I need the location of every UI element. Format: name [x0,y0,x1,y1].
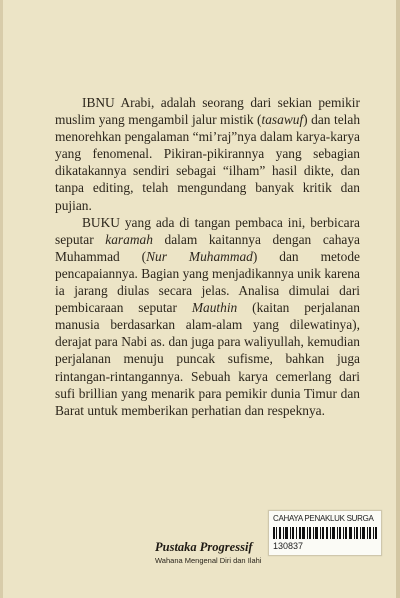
text-run: (kaitan perjalanan manusia berdasarkan alam-alam yang dilewatinya), derajat para Nabi as. dan juga para waliyullah, kemudian perjalanan menuju puncak sufisme, bahkan juga rintangan-rintangannya. Sebuah karya cemerlang dari sufi brillian yang menarik para pemikir dunia Timur dan Barat untuk memberikan perhatian dan respeknya. [55,300,360,418]
italic-term: Mauthin [191,300,238,316]
text-run: IBNU Arabi, adalah seorang dari sekian pemikir muslim yang mengambil jalur mistik ( [55,95,360,128]
italic-term: tasawuf [261,112,304,128]
text-run: dalam kaitannya dengan cahaya Muhammad ( [55,231,360,264]
publisher-tagline: Wahana Mengenal Diri dan Ilahi [155,556,262,565]
italic-term: Nur Muhammad [146,248,253,264]
sticker-title: CAHAYA PENAKLUK SURGA [273,514,374,523]
text-run: ) dan metode pencapaiannya. Bagian yang menjadikannya unik karena ia jarang diulas secara jelas. Analisa dimulai dari pembicaraan seputar [55,248,360,316]
back-cover-blurb [55,94,360,419]
page-edge-left [0,0,3,598]
barcode-icon [273,527,377,539]
italic-term: karamah [105,231,153,247]
publisher-imprint [155,540,295,565]
text-run: ) dan telah menorehkan pengalaman “mi’raj”nya dalam karya-karya yang fenomenal. Pikiran-pikirannya yang sebagian dikatakannya sendiri sebagai “ilham” hasil dikte, dan tanpa editing, telah mengundang banyak kritik dan pujian. [55,112,361,213]
blurb-paragraph-1 [55,94,360,214]
text-run: BUKU yang ada di tangan pembaca ini, berbicara seputar [55,214,360,247]
sticker-code: 130837 [273,541,304,551]
publisher-name: Pustaka Progressif [155,540,253,554]
page-edge-right [396,0,400,598]
blurb-paragraph-2 [55,214,360,419]
